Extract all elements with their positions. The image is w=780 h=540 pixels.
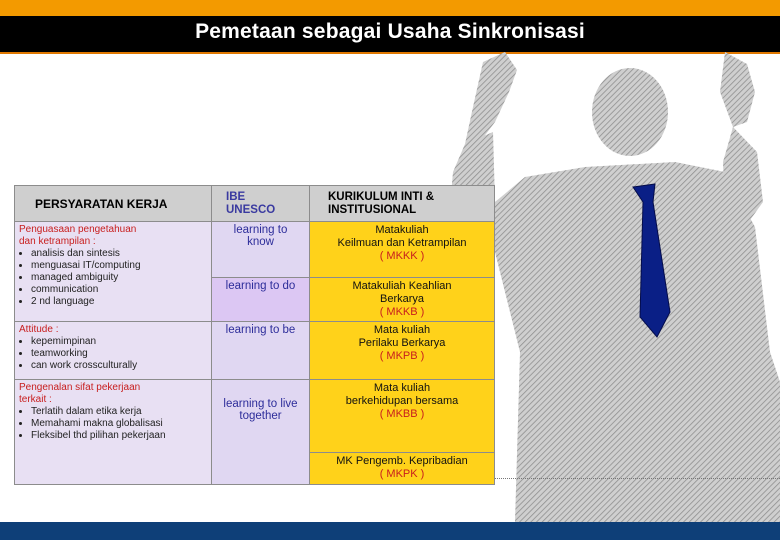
kurikulum-text: Matakuliah Keilmuan dan Ketrampilan — [337, 224, 467, 250]
req-item: • 2 nd language — [31, 296, 207, 308]
req-item: • managed ambiguity — [31, 272, 207, 284]
req-item: • Memahami makna globalisasi — [31, 418, 207, 430]
kurikulum-mkpk — [310, 452, 495, 484]
unesco-learning-to-do: learning to do — [212, 277, 310, 321]
req-item: • Fleksibel thd pilihan pekerjaan — [31, 430, 207, 442]
unesco-learning-to-live-together: learning to live together — [212, 379, 310, 484]
bottom-bar — [0, 522, 780, 540]
req-heading: Pengenalan sifat pekerjaan — [19, 381, 141, 393]
req-group-pengetahuan — [15, 222, 212, 322]
kurikulum-mkpb — [310, 322, 495, 380]
kurikulum-code: ( MKKK ) — [379, 250, 425, 263]
req-item: • Terlatih dalam etika kerja — [31, 406, 207, 418]
kurikulum-code: ( MKPK ) — [379, 467, 425, 480]
req-subheading: terkait : — [19, 393, 52, 405]
unesco-learning-to-know: learning to know — [212, 222, 310, 278]
req-group-pengenalan — [15, 379, 212, 484]
req-item: • communication — [31, 284, 207, 296]
req-heading: Attitude : — [19, 324, 59, 336]
kurikulum-code: ( MKBB ) — [379, 407, 425, 420]
kurikulum-code: ( MKPB ) — [379, 350, 425, 363]
header-persyaratan-kerja: PERSYARATAN KERJA — [15, 186, 212, 222]
slide-title: Pemetaan sebagai Usaha Sinkronisasi — [195, 20, 585, 43]
kurikulum-text: Mata kuliah Perilaku Berkarya — [358, 324, 446, 350]
req-item: • menguasai IT/computing — [31, 260, 207, 272]
kurikulum-code: ( MKKB ) — [379, 305, 425, 318]
header-ibe-unesco-text: IBE UNESCO — [226, 190, 276, 216]
top-accent-bar — [0, 0, 780, 16]
kurikulum-text: MK Pengemb. Kepribadian — [336, 454, 468, 467]
req-item: • teamworking — [31, 348, 207, 360]
mapping-table — [14, 185, 495, 485]
req-item: • kepemimpinan — [31, 336, 207, 348]
kurikulum-text: Mata kuliah berkehidupan bersama — [345, 381, 459, 407]
header-kurikulum-text: KURIKULUM INTI & INSTITUSIONAL — [328, 190, 435, 216]
header-kurikulum — [310, 186, 495, 222]
kurikulum-mkkb — [310, 277, 495, 321]
req-item: • can work crossculturally — [31, 360, 207, 372]
header-ibe-unesco — [212, 186, 310, 222]
req-subheading: dan ketrampilan : — [19, 236, 96, 248]
kurikulum-mkkk — [310, 222, 495, 278]
kurikulum-text: Matakuliah Keahlian Berkarya — [352, 279, 452, 305]
req-group-attitude — [15, 322, 212, 380]
req-heading: Penguasaan pengetahuan — [19, 224, 137, 236]
title-bar — [0, 16, 780, 54]
unesco-learning-to-be: learning to be — [212, 322, 310, 380]
kurikulum-mkbb — [310, 379, 495, 452]
req-item: • analisis dan sintesis — [31, 248, 207, 260]
